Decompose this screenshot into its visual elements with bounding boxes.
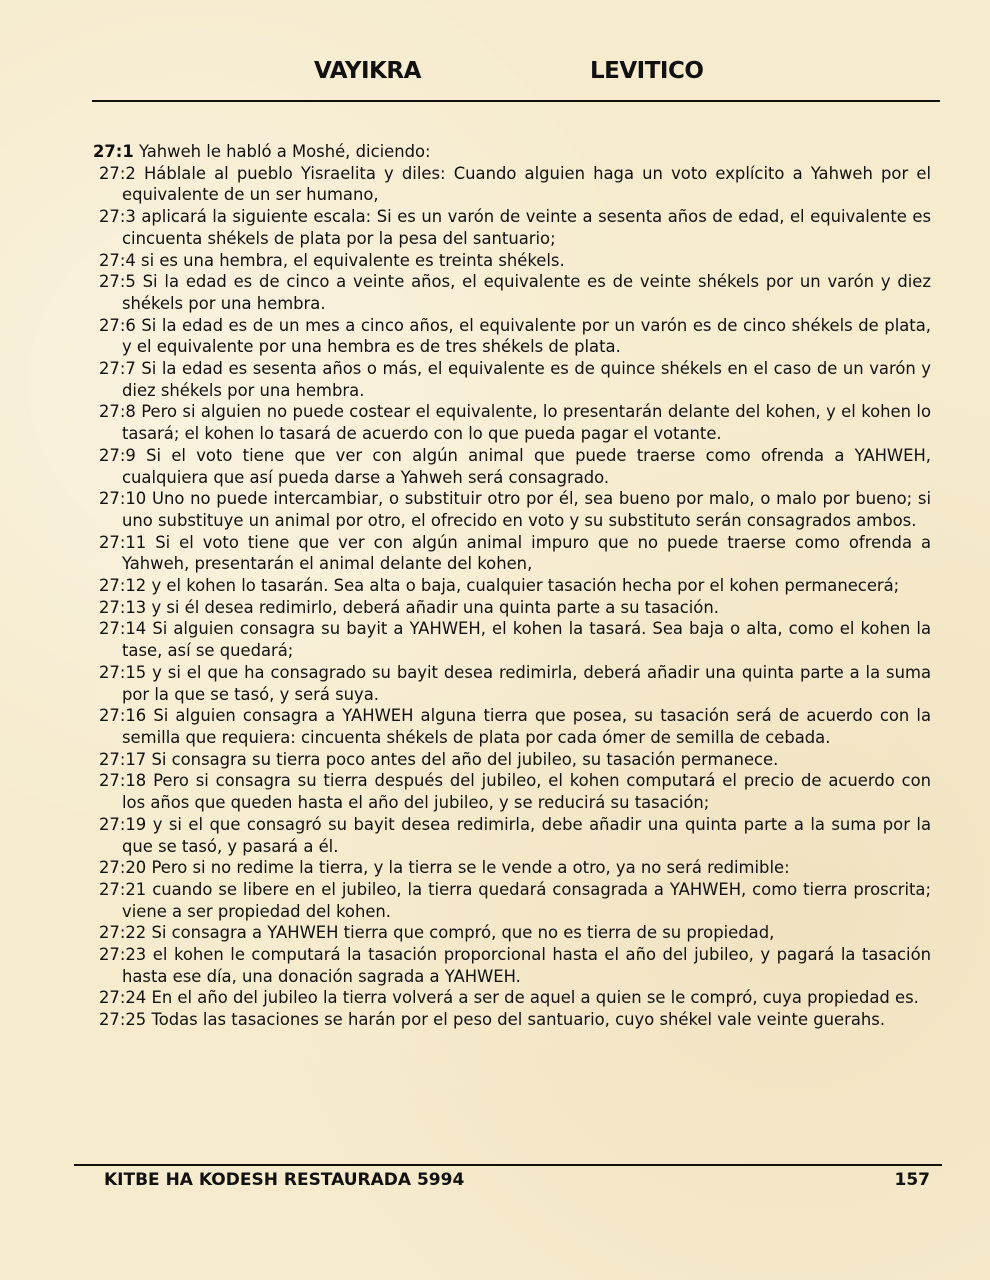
verse	[93, 1009, 931, 1031]
verse-number: 27:9	[99, 445, 136, 465]
verse-number: 27:7	[99, 359, 136, 379]
verse-number: 27:3	[99, 207, 136, 227]
verse-number: 27:8	[99, 402, 136, 422]
header-divider	[92, 100, 940, 102]
verse	[93, 358, 931, 401]
verse-number: 27:4	[99, 250, 136, 270]
verse-text: Todas las tasaciones se harán por el peso del santuario, cuyo shékel vale veinte guerahs.	[151, 1010, 886, 1030]
verse	[93, 987, 931, 1009]
verse	[93, 770, 931, 813]
verse	[93, 141, 931, 163]
verse-text: Si la edad es de cinco a veinte años, el equivalente es de veinte shékels por un varón y diez shékels por una hembra.	[122, 272, 931, 313]
verse	[93, 488, 931, 531]
verse-text: Si consagra su tierra poco antes del año del jubileo, su tasación permanece.	[151, 749, 779, 769]
verse-number: 27:2	[99, 163, 136, 183]
verse-number: 27:14	[99, 619, 147, 639]
verse-text: Si la edad es de un mes a cinco años, el equivalente por un varón es de cinco shékels de plata, y el equivalente por una hembra es de tres shékels de plata.	[122, 315, 931, 357]
verse	[93, 662, 931, 705]
verse-list	[93, 141, 931, 1031]
verse-number: 27:21	[99, 879, 147, 899]
book-title-hebrew: VAYIKRA	[314, 58, 421, 84]
verse	[93, 271, 931, 314]
verse	[93, 575, 931, 597]
verse-text: Si la edad es sesenta años o más, el equivalente es de quince shékels en el caso de un varón y diez shékels por una hembra.	[122, 359, 931, 400]
verse-number: 27:23	[99, 945, 147, 965]
verse-text: Yahweh le habló a Moshé, diciendo:	[139, 142, 431, 161]
verse	[93, 857, 931, 879]
verse-text: Uno no puede intercambiar, o substituir otro por él, sea bueno por malo, o malo por bueno; si uno substituye un animal por otro, el ofrecido en voto y su substituto serán consagrados ambos.	[122, 489, 931, 530]
verse	[93, 401, 931, 444]
verse	[93, 922, 931, 944]
footer-divider	[74, 1164, 942, 1166]
verse-number: 27:6	[99, 315, 136, 335]
verse-number: 27:11	[99, 532, 147, 552]
verse-number: 27:25	[99, 1010, 147, 1030]
verse-number: 27:13	[99, 597, 147, 617]
verse	[93, 944, 931, 987]
verse-number: 27:19	[99, 814, 147, 834]
verse-number: 27:17	[99, 749, 147, 769]
verse	[93, 749, 931, 771]
verse	[93, 705, 931, 748]
verse	[93, 597, 931, 619]
verse	[93, 618, 931, 661]
verse-text: En el año del jubileo la tierra volverá a ser de aquel a quien se le compró, cuya propiedad es.	[151, 988, 919, 1008]
verse-text: Si alguien consagra a YAHWEH alguna tierra que posea, su tasación será de acuerdo con la semilla que requiera: cincuenta shékels de plata por cada ómer de semilla de cebada.	[122, 706, 931, 747]
verse	[93, 250, 931, 272]
verse-number: 27:1	[93, 142, 134, 161]
verse-text: y si él desea redimirlo, deberá añadir una quinta parte a su tasación.	[151, 597, 719, 617]
verse	[93, 163, 931, 206]
verse	[93, 315, 931, 358]
verse-text: Si el voto tiene que ver con algún animal impuro que no puede traerse como ofrenda a Yahweh, presentarán el animal delante del kohen,	[122, 532, 931, 574]
verse-text: aplicará la siguiente escala: Si es un varón de veinte a sesenta años de edad, el equivalente es cincuenta shékels de plata por la pesa del santuario;	[122, 207, 931, 248]
book-title-spanish: LEVITICO	[590, 58, 704, 84]
verse-number: 27:24	[99, 988, 147, 1008]
verse-text: Si alguien consagra su bayit a YAHWEH, el kohen la tasará. Sea baja o alta, como el kohen la tase, así se quedará;	[122, 619, 931, 661]
verse	[93, 814, 931, 857]
page-header	[0, 58, 990, 92]
verse-text: Pero si no redime la tierra, y la tierra se le vende a otro, ya no será redimible:	[151, 858, 790, 878]
verse	[93, 879, 931, 922]
verse-text: y si el que consagró su bayit desea redimirla, debe añadir una quinta parte a la suma por la que se tasó, y pasará a él.	[122, 814, 931, 856]
verse-text: Si consagra a YAHWEH tierra que compró, que no es tierra de su propiedad,	[151, 923, 775, 943]
verse-number: 27:20	[99, 858, 147, 878]
verse	[93, 445, 931, 488]
verse-text: si es una hembra, el equivalente es treinta shékels.	[141, 250, 565, 270]
verse-text: Háblale al pueblo Yisraelita y diles: Cuando alguien haga un voto explícito a Yahweh por el equivalente de un ser humano,	[122, 163, 931, 205]
page-number: 157	[894, 1170, 930, 1190]
footer-title: KITBE HA KODESH RESTAURADA 5994	[104, 1170, 465, 1190]
verse-text: el kohen le computará la tasación proporcional hasta el año del jubileo, y pagará la tasación hasta ese día, una donación sagrada a YAHWEH.	[122, 945, 931, 986]
verse-text: Pero si alguien no puede costear el equivalente, lo presentarán delante del kohen, y el kohen lo tasará; el kohen lo tasará de acuerdo con lo que pueda pagar el votante.	[122, 402, 931, 444]
verse-number: 27:18	[99, 771, 147, 791]
verse-text: Si el voto tiene que ver con algún animal que puede traerse como ofrenda a YAHWEH, cualquiera que así pueda darse a Yahweh será consagrado.	[122, 445, 931, 487]
verse-number: 27:5	[99, 272, 136, 292]
verse-number: 27:10	[99, 489, 147, 509]
verse-number: 27:12	[99, 576, 147, 596]
verse-text: y el kohen lo tasarán. Sea alta o baja, cualquier tasación hecha por el kohen permanecerá;	[151, 576, 900, 596]
verse	[93, 206, 931, 249]
verse	[93, 532, 931, 575]
verse-text: cuando se libere en el jubileo, la tierra quedará consagrada a YAHWEH, como tierra proscrita; viene a ser propiedad del kohen.	[122, 879, 931, 921]
verse-number: 27:16	[99, 706, 147, 726]
verse-text: Pero si consagra su tierra después del jubileo, el kohen computará el precio de acuerdo con los años que queden hasta el año del jubileo, y se reducirá su tasación;	[122, 771, 931, 813]
verse-number: 27:22	[99, 923, 147, 943]
verse-text: y si el que ha consagrado su bayit desea redimirla, deberá añadir una quinta parte a la suma por la que se tasó, y será suya.	[122, 662, 931, 704]
verse-number: 27:15	[99, 662, 147, 682]
